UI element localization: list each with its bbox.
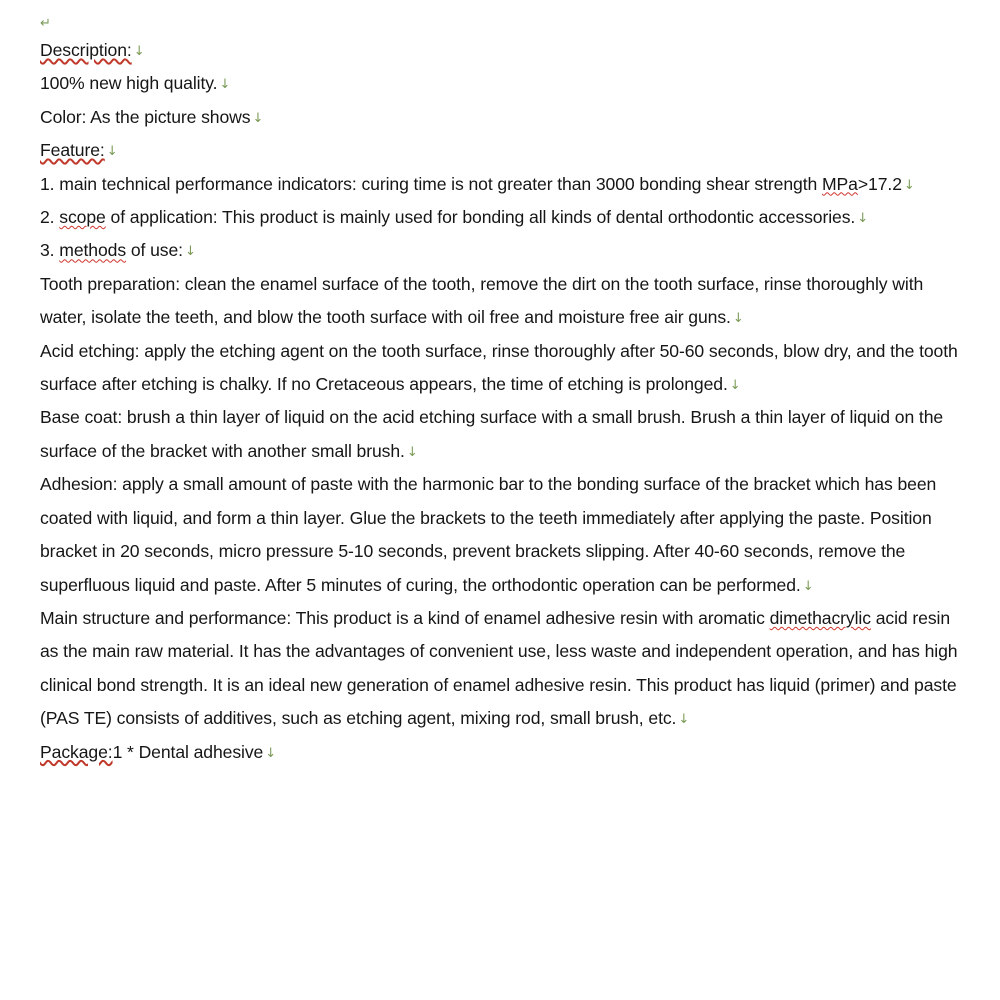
- paragraph-text: 100% new high quality.: [40, 73, 218, 94]
- paragraph-description-heading: [40, 34, 960, 67]
- paragraph-quality: [40, 67, 960, 100]
- paragraph-feature-heading: [40, 134, 960, 167]
- paragraph-mark: ↓: [106, 144, 118, 160]
- paragraph-package: [40, 736, 960, 769]
- paragraph-text: Acid etching: apply the etching agent on the tooth surface, rinse thoroughly after 50-60 seconds, blow dry, and the tooth surface after etching is chalky. If no Cretaceous appears, the time of etching is prolonged.: [40, 340, 958, 395]
- paragraph-mark: ↓: [802, 578, 814, 594]
- paragraph-text-head: 2.: [40, 207, 60, 228]
- paragraph-mark: ↓: [265, 745, 277, 761]
- paragraph-mark: ↓: [184, 244, 196, 260]
- leading-paragraph-mark: ↵: [40, 16, 51, 31]
- document-body[interactable]: [40, 14, 960, 769]
- paragraph-acid-etching: [40, 335, 960, 402]
- paragraph-text: Base coat: brush a thin layer of liquid on the acid etching surface with a small brush. Brush a thin layer of liquid on the surface of the bracket with another small brush.: [40, 407, 944, 461]
- paragraph-mark: ↓: [406, 444, 418, 460]
- paragraph-label: Package:: [40, 741, 113, 762]
- paragraph-mark: ↓: [219, 77, 231, 93]
- paragraph-mark: ↓: [857, 211, 868, 227]
- paragraph-text: Tooth preparation: clean the enamel surface of the tooth, remove the dirt on the tooth surface, rinse thoroughly with water, isolate the teeth, and blow the tooth surface with oil free and moisture free air guns.: [40, 273, 924, 328]
- misspelled-word: MPa: [821, 173, 858, 194]
- paragraph-text: Adhesion: apply a small amount of paste with the harmonic bar to the bonding surface of the bracket which has been coated with liquid, and form a thin layer. Glue the brackets to the teeth immediately after applying the paste. Position bracket in 20 seconds, micro pressure 5-10 seconds, prevent brackets slipping. After 40-60 seconds, remove the superfluous liquid and paste. After 5 minutes of curing, the orthodontic operation can be performed.: [40, 474, 937, 595]
- paragraph-text: Main structure and performance: This product is a kind of enamel adhesive resin with aromatic: [40, 607, 770, 628]
- misspelled-word: dimethacrylic: [769, 607, 871, 628]
- paragraph-mark: ↓: [133, 44, 145, 59]
- paragraph-text: 1. main technical performance indicators: curing time is not greater than 3000 bonding shear strength: [40, 173, 822, 194]
- paragraph-adhesion: [40, 468, 960, 602]
- paragraph-text-tail: of use:: [126, 240, 183, 261]
- paragraph-tooth-preparation: [40, 268, 960, 335]
- paragraph-mark: ↓: [729, 378, 741, 394]
- paragraph-text-tail: >17.2: [857, 173, 902, 194]
- paragraph-methods-of-use: [40, 234, 960, 267]
- paragraph-scope-of-application: [40, 201, 960, 234]
- paragraph-label: Feature:: [40, 140, 105, 161]
- paragraph-color: [40, 101, 960, 134]
- paragraph-text-tail: of application: This product is mainly used for bonding all kinds of dental orthodontic accessories.: [105, 207, 856, 228]
- paragraph-mark: ↓: [252, 110, 264, 126]
- paragraph-base-coat: [40, 401, 960, 468]
- paragraph-text: 1 * Dental adhesive: [112, 741, 264, 762]
- paragraph-mark: ↓: [732, 311, 744, 327]
- paragraph-text: Color: As the picture shows: [40, 106, 251, 127]
- paragraph-mark: ↓: [903, 177, 915, 193]
- paragraph-technical-indicators: [40, 168, 960, 201]
- paragraph-mark: ↓: [678, 712, 690, 728]
- paragraph-text-head: 3.: [40, 240, 60, 261]
- paragraph-label: Description:: [40, 40, 132, 60]
- misspelled-word: methods: [59, 240, 127, 261]
- paragraph-main-structure-and-performance: [40, 602, 960, 736]
- paragraph-text-tail: acid resin as the main raw material. It has the advantages of convenient use, less waste and independent operation, and has high clinical bond strength. It is an ideal new generation of enamel adhesive resin. This product has liquid (primer) and paste (PAS TE) consists of additives, such as etching agent, mixing rod, small brush, etc.: [40, 607, 958, 729]
- misspelled-word: scope: [59, 207, 106, 228]
